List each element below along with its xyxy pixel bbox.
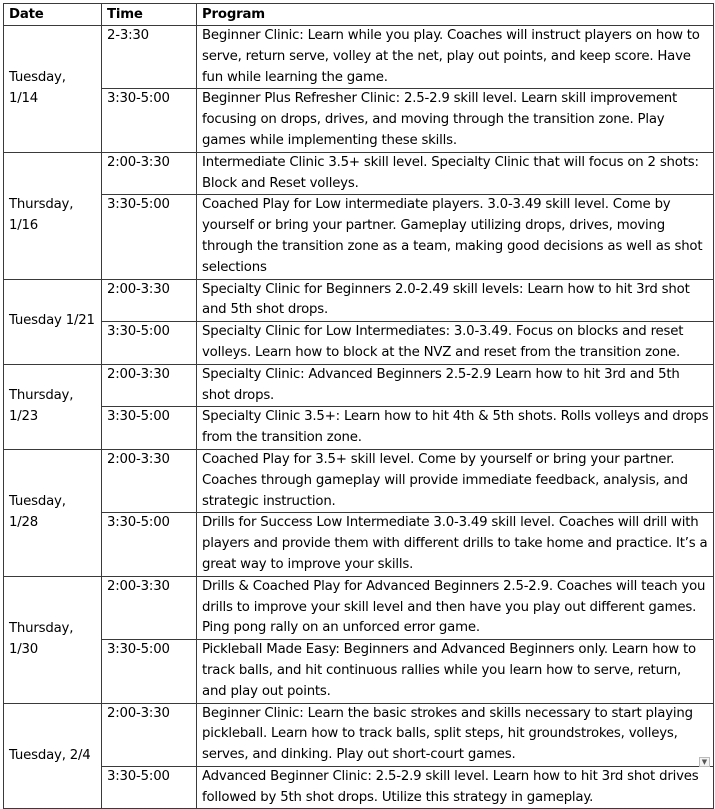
time-header: Time xyxy=(102,4,197,26)
program-cell: Beginner Clinic: Learn while you play. Coaches will instruct players on how to serve, return serve, volley at the net, play out points, and keep score. Have fun while learning the game. xyxy=(197,26,714,89)
table-row xyxy=(4,576,714,639)
program-cell: Advanced Beginner Clinic: 2.5-2.9 skill level. Learn how to hit 3rd shot drives followed by 5th shot drops. Utilize this strategy in gameplay. xyxy=(197,766,714,809)
dropdown-arrow-icon[interactable]: ▼ xyxy=(699,757,710,767)
table-row xyxy=(4,449,714,512)
table-row xyxy=(4,322,714,365)
time-cell: 2:00-3:30 xyxy=(102,279,197,322)
date-header: Date xyxy=(4,4,102,26)
time-cell: 2:00-3:30 xyxy=(102,152,197,195)
program-cell: Drills & Coached Play for Advanced Beginners 2.5-2.9. Coaches will teach you drills to improve your skill level and then have you play out different games. Ping pong rally on an unforced error game. xyxy=(197,576,714,639)
table-row xyxy=(4,703,714,766)
program-header: Program xyxy=(197,4,714,26)
program-cell: Specialty Clinic 3.5+: Learn how to hit 4th & 5th shots. Rolls volleys and drops from the transition zone. xyxy=(197,407,714,450)
program-cell: Coached Play for Low intermediate players. 3.0-3.49 skill level. Come by yourself or bring your partner. Gameplay utilizing drops, drives, moving through the transition zone as a team, making good decisions as well as shot selections xyxy=(197,195,714,279)
table-row xyxy=(4,26,714,89)
table-row xyxy=(4,407,714,450)
time-cell: 2-3:30 xyxy=(102,26,197,89)
time-cell: 2:00-3:30 xyxy=(102,576,197,639)
header-row xyxy=(4,4,714,26)
table-row xyxy=(4,364,714,407)
table-row xyxy=(4,152,714,195)
table-row xyxy=(4,513,714,576)
date-cell: Thursday, 1/30 xyxy=(4,576,102,703)
program-cell: Beginner Clinic: Learn the basic strokes and skills necessary to start playing pickleball. Learn how to track balls, split steps, hit groundstrokes, volleys, serves, and dinking. Play out short-court games. xyxy=(197,703,714,766)
program-cell: Coached Play for 3.5+ skill level. Come by yourself or bring your partner. Coaches through gameplay will provide immediate feedback, analysis, and strategic instruction. xyxy=(197,449,714,512)
table-row xyxy=(4,195,714,279)
time-cell: 3:30-5:00 xyxy=(102,766,197,809)
date-cell: Thursday, 1/23 xyxy=(4,364,102,449)
time-cell: 2:00-3:30 xyxy=(102,703,197,766)
table-row xyxy=(4,89,714,152)
date-cell: Tuesday 1/21 xyxy=(4,279,102,364)
time-cell: 2:00-3:30 xyxy=(102,449,197,512)
time-cell: 2:00-3:30 xyxy=(102,364,197,407)
time-cell: 3:30-5:00 xyxy=(102,322,197,365)
date-cell: Tuesday, 1/28 xyxy=(4,449,102,576)
program-cell: Beginner Plus Refresher Clinic: 2.5-2.9 skill level. Learn skill improvement focusing on drops, drives, and moving through the transition zone. Play games while implementing these skills. xyxy=(197,89,714,152)
time-cell: 3:30-5:00 xyxy=(102,195,197,279)
date-cell: Tuesday, 2/4 xyxy=(4,703,102,809)
program-cell: Intermediate Clinic 3.5+ skill level. Specialty Clinic that will focus on 2 shots: Block and Reset volleys. xyxy=(197,152,714,195)
table-row xyxy=(4,279,714,322)
table-row xyxy=(4,766,714,809)
program-cell: Drills for Success Low Intermediate 3.0-3.49 skill level. Coaches will drill with players and provide them with different drills to take home and practice. It’s a great way to improve your skills. xyxy=(197,513,714,576)
program-cell: Specialty Clinic: Advanced Beginners 2.5-2.9 Learn how to hit 3rd and 5th shot drops. xyxy=(197,364,714,407)
program-cell: Pickleball Made Easy: Beginners and Advanced Beginners only. Learn how to track balls, and hit continuous rallies while you learn how to serve, return, and play out points. xyxy=(197,640,714,703)
time-cell: 3:30-5:00 xyxy=(102,513,197,576)
time-cell: 3:30-5:00 xyxy=(102,640,197,703)
time-cell: 3:30-5:00 xyxy=(102,89,197,152)
time-cell: 3:30-5:00 xyxy=(102,407,197,450)
date-cell: Tuesday, 1/14 xyxy=(4,26,102,153)
program-cell: Specialty Clinic for Low Intermediates: 3.0-3.49. Focus on blocks and reset volleys. Learn how to block at the NVZ and reset from the transition zone. xyxy=(197,322,714,365)
program-cell: Specialty Clinic for Beginners 2.0-2.49 skill levels: Learn how to hit 3rd shot and 5th shot drops. xyxy=(197,279,714,322)
date-cell: Thursday, 1/16 xyxy=(4,152,102,279)
table-row xyxy=(4,640,714,703)
schedule-table xyxy=(3,3,714,809)
